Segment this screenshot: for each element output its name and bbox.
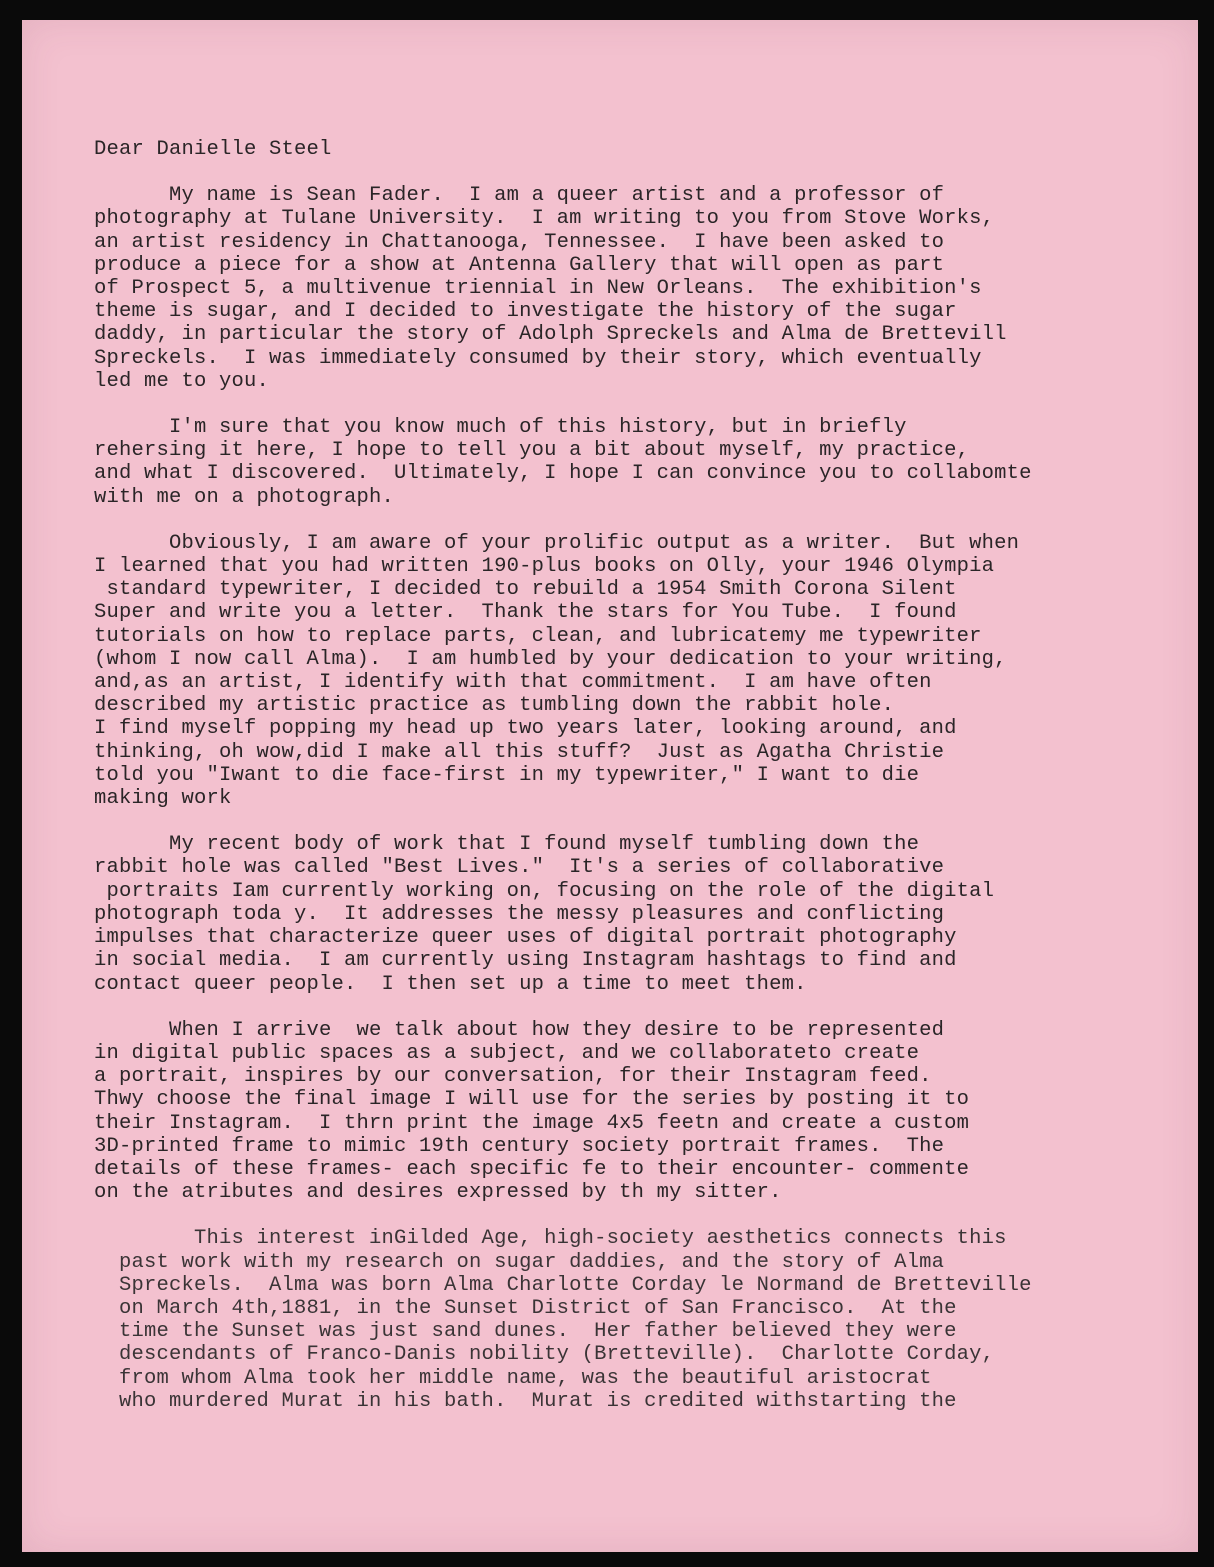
text-line: When I arrive we talk about how they desire to be represented: [94, 1018, 945, 1042]
text-line: in social media. I am currently using Instagram hashtags to find and: [94, 949, 957, 973]
text-line: Spreckels. I was immediately consumed by their story, which eventually: [94, 346, 982, 370]
text-line: on the atributes and desires expressed by th my sitter.: [94, 1181, 782, 1205]
text-line: an artist residency in Chattanooga, Tennessee. I have been asked to: [94, 230, 945, 254]
text-line: their Instagram. I thrn print the image 4x5 feetn and create a custom: [94, 1111, 970, 1135]
text-line: and,as an artist, I identify with that commitment. I am have often: [94, 671, 932, 695]
text-line: I'm sure that you know much of this history, but in briefly: [94, 416, 907, 440]
text-line: photography at Tulane University. I am writing to you from Stove Works,: [94, 207, 995, 231]
text-line: Spreckels. Alma was born Alma Charlotte Corday le Normand de Bretteville: [94, 1273, 1032, 1297]
text-line: theme is sugar, and I decided to investigate the history of the sugar: [94, 300, 957, 324]
text-line: told you "Iwant to die face-first in my typewriter," I want to die: [94, 763, 920, 787]
text-line: Thwy choose the final image I will use for the series by posting it to: [94, 1088, 970, 1112]
text-line: details of these frames- each specific fe to their encounter- commente: [94, 1157, 970, 1181]
text-line: contact queer people. I then set up a time to meet them.: [94, 972, 807, 996]
text-line: with me on a photograph.: [94, 485, 395, 509]
paragraph-3: [94, 532, 1154, 810]
typewritten-letter: [94, 138, 1154, 1436]
paragraph-6: [94, 1227, 1154, 1413]
paragraph-4: [94, 833, 1154, 995]
text-line: 3D-printed frame to mimic 19th century society portrait frames. The: [94, 1134, 945, 1158]
text-line: from whom Alma took her middle name, was the beautiful aristocrat: [94, 1366, 932, 1390]
text-line: described my artistic practice as tumbling down the rabbit hole.: [94, 694, 895, 718]
text-line: of Prospect 5, a multivenue triennial in New Orleans. The exhibition's: [94, 277, 982, 301]
text-line: thinking, oh wow,did I make all this stuff? Just as Agatha Christie: [94, 740, 945, 764]
paragraph-1: [94, 184, 1154, 393]
paragraph-5: [94, 1019, 1154, 1205]
text-line: who murdered Murat in his bath. Murat is credited withstarting the: [94, 1389, 957, 1413]
text-line: and what I discovered. Ultimately, I hope I can convince you to collabomte: [94, 462, 1032, 486]
text-line: time the Sunset was just sand dunes. Her father believed they were: [94, 1320, 957, 1344]
text-line: I find myself popping my head up two years later, looking around, and: [94, 717, 957, 741]
text-line: My name is Sean Fader. I am a queer artist and a professor of: [94, 184, 945, 208]
text-line: rabbit hole was called "Best Lives." It's a series of collaborative: [94, 856, 945, 880]
text-line: on March 4th,1881, in the Sunset District of San Francisco. At the: [94, 1296, 957, 1320]
text-line: rehersing it here, I hope to tell you a bit about myself, my practice,: [94, 439, 970, 463]
salutation: Dear Danielle Steel: [94, 138, 332, 161]
text-line: Obviously, I am aware of your prolific output as a writer. But when: [94, 531, 1020, 555]
text-line: produce a piece for a show at Antenna Gallery that will open as part: [94, 253, 945, 277]
text-line: This interest inGilded Age, high-society aesthetics connects this: [94, 1227, 1007, 1251]
text-line: (whom I now call Alma). I am humbled by your dedication to your writing,: [94, 647, 1007, 671]
text-line: making work: [94, 787, 232, 811]
text-line: past work with my research on sugar daddies, and the story of Alma: [94, 1250, 945, 1274]
text-line: descendants of Franco-Danis nobility (Bretteville). Charlotte Corday,: [94, 1343, 995, 1367]
text-line: in digital public spaces as a subject, and we collaborateto create: [94, 1041, 920, 1065]
text-line: I learned that you had written 190-plus books on Olly, your 1946 Olympia: [94, 555, 995, 579]
text-line: portraits Iam currently working on, focusing on the role of the digital: [94, 879, 995, 903]
text-line: daddy, in particular the story of Adolph Spreckels and Alma de Brettevill: [94, 323, 1007, 347]
text-line: impulses that characterize queer uses of digital portrait photography: [94, 926, 957, 950]
text-line: a portrait, inspires by our conversation, for their Instagram feed.: [94, 1065, 932, 1089]
text-line: My recent body of work that I found myself tumbling down the: [94, 833, 920, 857]
text-line: led me to you.: [94, 369, 270, 393]
text-line: Super and write you a letter. Thank the stars for You Tube. I found: [94, 601, 957, 625]
text-line: tutorials on how to replace parts, clean, and lubricatemy me typewriter: [94, 624, 982, 648]
paragraph-2: [94, 416, 1154, 509]
text-line: photograph toda y. It addresses the messy pleasures and conflicting: [94, 902, 945, 926]
text-line: standard typewriter, I decided to rebuild a 1954 Smith Corona Silent: [94, 578, 957, 602]
